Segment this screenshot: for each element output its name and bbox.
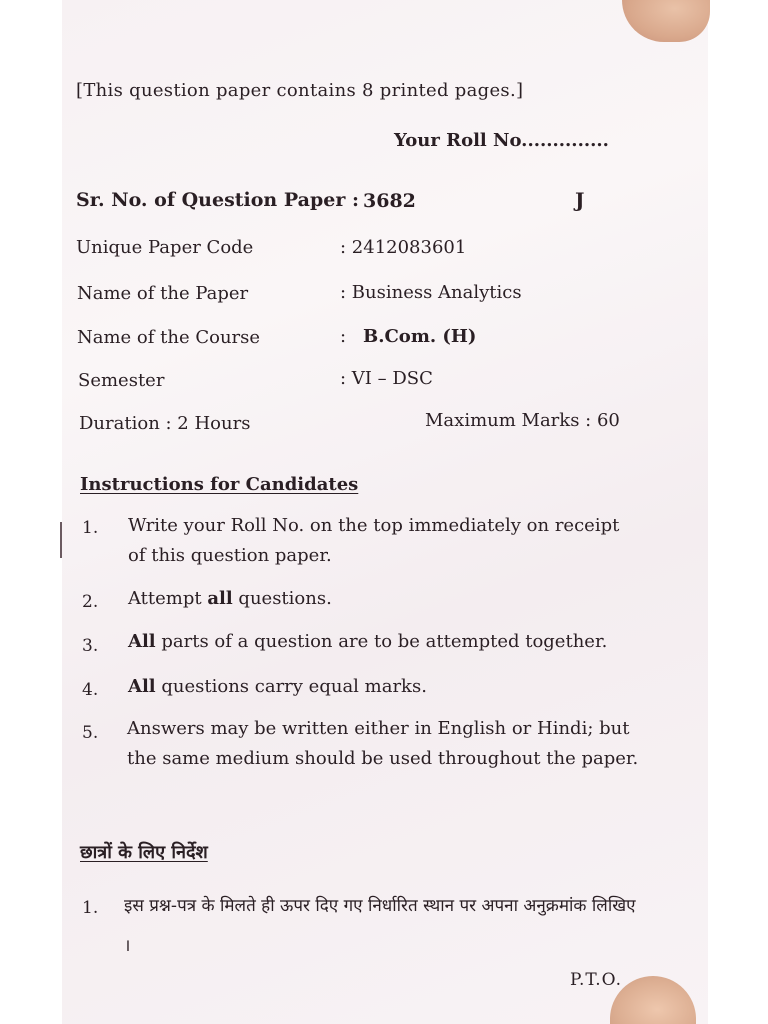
page-count-note: [This question paper contains 8 printed pages.] xyxy=(76,80,524,101)
set-code: J xyxy=(575,188,585,212)
upc-label: Unique Paper Code xyxy=(76,237,254,258)
instruction-item: All parts of a question are to be attempted together. xyxy=(128,631,608,652)
sr-no-value: 3682 xyxy=(363,190,416,212)
instruction-number: 4. xyxy=(82,680,99,700)
instruction-number: 5. xyxy=(82,723,99,743)
margin-mark xyxy=(60,522,62,558)
sr-no-label: Sr. No. of Question Paper : xyxy=(76,189,359,211)
upc-value: : 2412083601 xyxy=(340,237,467,258)
semester-value: : VI – DSC xyxy=(340,368,433,389)
instruction-item: Attempt all questions. xyxy=(128,588,332,609)
hindi-instructions-heading: छात्रों के लिए निर्देश xyxy=(80,842,208,863)
instruction-item: Answers may be written either in English or Hindi; but the same medium should be used throughout the paper. xyxy=(127,718,639,769)
instruction-item: Write your Roll No. on the top immediately on receipt of this question paper. xyxy=(128,515,620,566)
please-turn-over: P.T.O. xyxy=(570,970,622,990)
instruction-number: 3. xyxy=(82,636,99,656)
instruction-number: 1. xyxy=(82,518,99,538)
course-name-label: Name of the Course xyxy=(77,327,261,348)
paper-name-label: Name of the Paper xyxy=(77,283,249,304)
course-separator: : xyxy=(340,326,347,347)
maximum-marks: Maximum Marks : 60 xyxy=(425,410,620,431)
course-name-value: B.Com. (H) xyxy=(363,326,477,347)
instructions-heading: Instructions for Candidates xyxy=(80,474,359,495)
hindi-instruction-item: इस प्रश्न-पत्र के मिलते ही ऊपर दिए गए निर्धारित स्थान पर अपना अनुक्रमांक लिखिए । xyxy=(124,896,636,956)
instruction-number: 2. xyxy=(82,592,99,612)
duration: Duration : 2 Hours xyxy=(79,413,251,434)
paper-name-value: : Business Analytics xyxy=(340,282,522,303)
roll-number-line: Your Roll No.............. xyxy=(394,130,609,151)
instruction-item: All questions carry equal marks. xyxy=(128,676,427,697)
hindi-instruction-number: 1. xyxy=(82,898,99,918)
semester-label: Semester xyxy=(78,370,165,391)
